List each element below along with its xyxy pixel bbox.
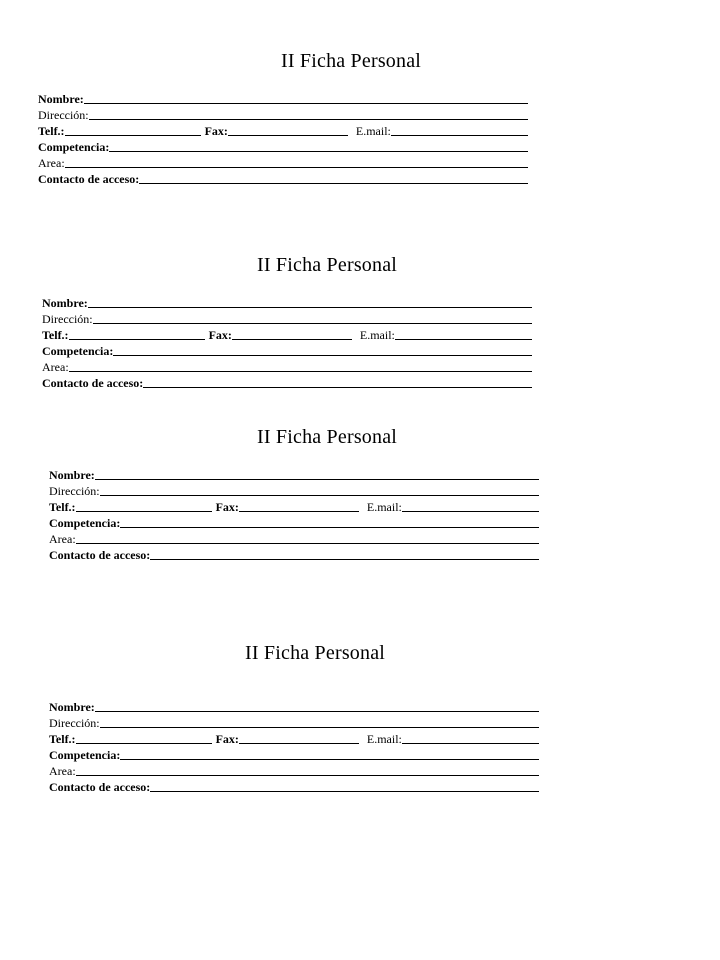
input-line-nombre[interactable] (84, 103, 528, 104)
label-nombre: Nombre: (49, 700, 95, 714)
input-line-nombre[interactable] (95, 711, 539, 712)
label-fax: Fax: (215, 500, 239, 514)
field-competencia (38, 138, 528, 154)
field-area (42, 358, 532, 374)
field-competencia (49, 514, 539, 530)
input-line-competencia[interactable] (120, 527, 539, 528)
label-competencia: Competencia: (38, 140, 110, 154)
form-title: II Ficha Personal (245, 642, 386, 664)
field-area (38, 154, 528, 170)
input-line-email[interactable] (402, 511, 539, 512)
field-nombre (42, 294, 532, 310)
field-nombre (38, 90, 528, 106)
label-contacto: Contacto de acceso: (49, 780, 151, 794)
input-line-contacto[interactable] (150, 791, 539, 792)
input-line-contacto[interactable] (143, 387, 532, 388)
input-line-direccion[interactable] (89, 119, 528, 120)
input-line-competencia[interactable] (109, 151, 528, 152)
form-fields (49, 698, 539, 794)
label-area: Area: (49, 764, 76, 778)
field-competencia (42, 342, 532, 358)
label-area: Area: (38, 156, 65, 170)
input-line-telf[interactable] (69, 339, 205, 340)
label-contacto: Contacto de acceso: (49, 548, 151, 562)
form-fields (49, 466, 539, 562)
field-nombre (49, 698, 539, 714)
input-line-competencia[interactable] (113, 355, 532, 356)
label-contacto: Contacto de acceso: (38, 172, 140, 186)
label-area: Area: (49, 532, 76, 546)
label-contacto: Contacto de acceso: (42, 376, 144, 390)
label-direccion: Dirección: (49, 716, 100, 730)
label-telf: Telf.: (42, 328, 69, 342)
field-contacto (38, 170, 528, 186)
input-line-direccion[interactable] (100, 495, 539, 496)
input-line-telf[interactable] (65, 135, 201, 136)
field-direccion (49, 482, 539, 498)
input-line-direccion[interactable] (93, 323, 532, 324)
input-line-nombre[interactable] (88, 307, 532, 308)
form-title: II Ficha Personal (281, 50, 422, 72)
form-title: II Ficha Personal (257, 426, 398, 448)
label-fax: Fax: (215, 732, 239, 746)
form-title: II Ficha Personal (257, 254, 398, 276)
input-line-area[interactable] (76, 775, 539, 776)
field-direccion (42, 310, 532, 326)
input-line-competencia[interactable] (120, 759, 539, 760)
label-telf: Telf.: (49, 500, 76, 514)
input-line-email[interactable] (395, 339, 532, 340)
input-line-telf[interactable] (76, 743, 212, 744)
label-fax: Fax: (208, 328, 232, 342)
input-line-area[interactable] (76, 543, 539, 544)
input-line-direccion[interactable] (100, 727, 539, 728)
input-line-fax[interactable] (228, 135, 348, 136)
field-area (49, 530, 539, 546)
label-direccion: Dirección: (42, 312, 93, 326)
field-contact-numbers (49, 730, 539, 746)
label-direccion: Dirección: (38, 108, 89, 122)
label-email: E.mail: (355, 124, 391, 138)
input-line-email[interactable] (391, 135, 528, 136)
field-contact-numbers (49, 498, 539, 514)
field-contact-numbers (38, 122, 528, 138)
form-fields (38, 90, 528, 186)
input-line-email[interactable] (402, 743, 539, 744)
field-contact-numbers (42, 326, 532, 342)
label-area: Area: (42, 360, 69, 374)
field-direccion (49, 714, 539, 730)
label-fax: Fax: (204, 124, 228, 138)
label-nombre: Nombre: (42, 296, 88, 310)
field-competencia (49, 746, 539, 762)
label-competencia: Competencia: (49, 516, 121, 530)
input-line-fax[interactable] (232, 339, 352, 340)
field-contacto (49, 546, 539, 562)
label-nombre: Nombre: (49, 468, 95, 482)
field-direccion (38, 106, 528, 122)
input-line-telf[interactable] (76, 511, 212, 512)
label-direccion: Dirección: (49, 484, 100, 498)
input-line-contacto[interactable] (150, 559, 539, 560)
input-line-area[interactable] (69, 371, 532, 372)
label-email: E.mail: (366, 732, 402, 746)
input-line-area[interactable] (65, 167, 528, 168)
label-telf: Telf.: (49, 732, 76, 746)
input-line-nombre[interactable] (95, 479, 539, 480)
input-line-fax[interactable] (239, 511, 359, 512)
label-email: E.mail: (366, 500, 402, 514)
label-competencia: Competencia: (42, 344, 114, 358)
label-email: E.mail: (359, 328, 395, 342)
input-line-contacto[interactable] (139, 183, 528, 184)
field-contacto (42, 374, 532, 390)
field-area (49, 762, 539, 778)
label-telf: Telf.: (38, 124, 65, 138)
label-nombre: Nombre: (38, 92, 84, 106)
form-fields (42, 294, 532, 390)
input-line-fax[interactable] (239, 743, 359, 744)
field-nombre (49, 466, 539, 482)
field-contacto (49, 778, 539, 794)
label-competencia: Competencia: (49, 748, 121, 762)
